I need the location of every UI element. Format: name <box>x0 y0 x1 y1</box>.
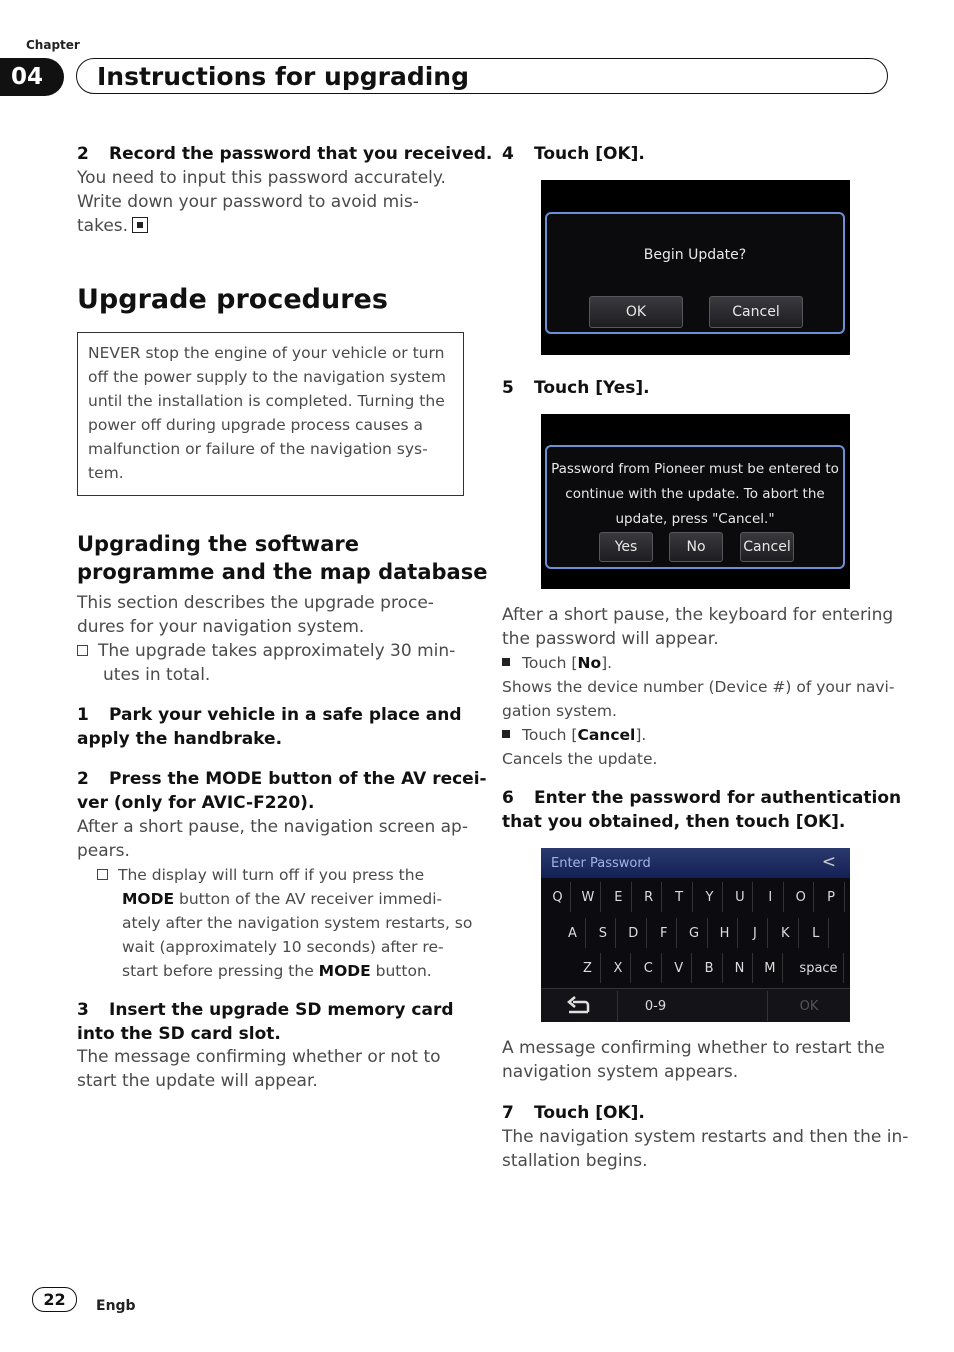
text-line: This section describes the upgrade proce- <box>77 593 434 613</box>
key-k[interactable]: K <box>773 918 799 948</box>
step-title-cont: ver (only for AVIC-F220). <box>77 793 315 813</box>
language-code: Engb <box>96 1298 136 1314</box>
text-fragment: The display will turn off if you press the <box>118 866 425 884</box>
key-name: Cancel <box>577 726 636 744</box>
key-u[interactable]: U <box>727 882 753 912</box>
step-number: 7 <box>502 1103 514 1123</box>
bullet-square-icon <box>502 658 510 666</box>
text-line: utes in total. <box>103 665 211 685</box>
keyboard-title-bar <box>541 848 850 878</box>
text-line <box>77 214 446 238</box>
begin-update-dialog <box>545 212 845 334</box>
text-line: The navigation system restarts and then the in- <box>502 1127 909 1147</box>
warning-line: off the power supply to the navigation system <box>88 368 446 386</box>
mode-keyword: MODE <box>122 890 175 908</box>
text-line: After a short pause, the keyboard for entering <box>502 605 894 625</box>
key-y[interactable]: Y <box>697 882 723 912</box>
warning-line: power off during upgrade process causes a <box>88 416 423 434</box>
text-line: Write down your password to avoid mis- <box>77 192 419 212</box>
text-line: navigation system appears. <box>502 1062 739 1082</box>
key-t[interactable]: T <box>667 882 693 912</box>
text-fragment: Touch [ <box>522 654 578 672</box>
password-required-screenshot <box>541 414 850 589</box>
warning-line: NEVER stop the engine of your vehicle or turn <box>88 344 445 362</box>
dialog-message <box>547 457 843 532</box>
chapter-title-bar <box>76 58 888 94</box>
cancel-button[interactable]: Cancel <box>709 296 803 328</box>
step-number: 6 <box>502 788 514 808</box>
step-title-cont: apply the handbrake. <box>77 729 283 749</box>
text-line: dures for your navigation system. <box>77 617 365 637</box>
text-fragment: Touch [ <box>522 726 578 744</box>
mode-keyword: MODE <box>318 962 371 980</box>
note-line <box>97 959 472 983</box>
key-j[interactable]: J <box>742 918 768 948</box>
step-touch-yes <box>502 376 650 400</box>
ok-key[interactable]: OK <box>767 991 850 1021</box>
step-number: 3 <box>77 1000 89 1020</box>
subsection-title <box>77 530 487 586</box>
text-line: gation system. <box>502 702 617 720</box>
password-required-dialog <box>545 445 845 569</box>
key-c[interactable]: C <box>636 953 662 983</box>
step-title: Touch [Yes]. <box>534 378 650 398</box>
page-number: 22 <box>32 1287 77 1312</box>
note-line <box>97 863 472 887</box>
key-name: No <box>577 654 602 672</box>
key-i[interactable]: I <box>758 882 784 912</box>
ok-button[interactable]: OK <box>589 296 683 328</box>
step-title-cont: into the SD card slot. <box>77 1024 281 1044</box>
password-keyboard-screenshot <box>541 848 850 1022</box>
text-fragment: button of the AV receiver immedi- <box>174 890 443 908</box>
step-title: Insert the upgrade SD memory card <box>109 1000 454 1020</box>
text-line: After a short pause, the navigation screen ap- <box>77 817 468 837</box>
step-touch-ok <box>502 142 645 166</box>
key-r[interactable]: R <box>636 882 662 912</box>
step3-body <box>77 1045 441 1093</box>
text-line: A message confirming whether to restart the <box>502 1038 885 1058</box>
chapter-title: Instructions for upgrading <box>97 61 469 91</box>
key-a[interactable]: A <box>560 918 586 948</box>
step-record-password <box>77 142 492 166</box>
bullet-cancel <box>502 723 894 747</box>
text-fragment: takes. <box>77 216 129 236</box>
note-item <box>77 639 455 663</box>
numbers-key[interactable]: 0-9 <box>617 991 693 1021</box>
text-line: start the update will appear. <box>77 1071 318 1091</box>
step-press-mode <box>77 767 487 815</box>
text-fragment: The upgrade takes approximately 30 min- <box>98 641 456 661</box>
key-d[interactable]: D <box>621 918 647 948</box>
key-b[interactable]: B <box>697 953 723 983</box>
dialog-message-line: update, press "Cancel." <box>615 511 775 527</box>
text-line: the password will appear. <box>502 629 719 649</box>
step2-note <box>97 863 472 983</box>
subsection-title-line: Upgrading the software <box>77 532 359 556</box>
key-n[interactable]: N <box>727 953 753 983</box>
key-z[interactable]: Z <box>575 953 601 983</box>
key-m[interactable]: M <box>757 953 783 983</box>
step-number: 2 <box>77 769 89 789</box>
step-insert-sd <box>77 998 454 1046</box>
key-l[interactable]: L <box>803 918 829 948</box>
text-line: The message confirming whether or not to <box>77 1047 441 1067</box>
chapter-number-badge: 04 <box>0 58 64 96</box>
note-line <box>97 887 472 911</box>
text-fragment: start before pressing the <box>122 962 319 980</box>
text-line: You need to input this password accurately. <box>77 168 446 188</box>
text-fragment: ]. <box>635 726 647 744</box>
step-enter-password <box>502 786 901 834</box>
return-arrow-icon[interactable] <box>561 991 597 1021</box>
step-title: Enter the password for authentication <box>534 788 902 808</box>
key-o[interactable]: O <box>788 882 814 912</box>
key-e[interactable]: E <box>606 882 632 912</box>
dialog-message-line: Password from Pioneer must be entered to <box>551 461 839 477</box>
text-line: stallation begins. <box>502 1151 648 1171</box>
key-v[interactable]: V <box>666 953 692 983</box>
end-of-section-icon <box>132 217 148 233</box>
begin-update-screenshot <box>541 180 850 355</box>
step-number: 4 <box>502 144 514 164</box>
step2-body <box>77 815 468 863</box>
option-descriptions <box>502 651 894 771</box>
text-line: pears. <box>77 841 130 861</box>
key-f[interactable]: F <box>651 918 677 948</box>
space-key[interactable]: space <box>794 953 844 983</box>
step-touch-ok-final <box>502 1101 645 1125</box>
step-title-cont: that you obtained, then touch [OK]. <box>502 812 846 832</box>
warning-line: until the installation is completed. Turning the <box>88 392 445 410</box>
key-g[interactable]: G <box>682 918 708 948</box>
yes-button[interactable]: Yes <box>599 532 653 562</box>
no-button[interactable]: No <box>669 532 723 562</box>
key-x[interactable]: X <box>605 953 631 983</box>
step-number: 5 <box>502 378 514 398</box>
step-title: Record the password that you received. <box>109 144 493 164</box>
step-title: Touch [OK]. <box>534 1103 645 1123</box>
warning-box <box>77 332 464 496</box>
step-park-vehicle <box>77 703 462 751</box>
step-number: 2 <box>77 144 89 164</box>
key-s[interactable]: S <box>590 918 616 948</box>
text-fragment: ]. <box>601 654 613 672</box>
backspace-icon[interactable]: < <box>821 852 836 872</box>
text-line: Shows the device number (Device #) of your navi- <box>502 678 895 696</box>
bullet-no <box>502 651 894 675</box>
key-q[interactable]: Q <box>545 882 571 912</box>
note-line: wait (approximately 10 seconds) after re- <box>122 938 444 956</box>
step7-body <box>502 1125 908 1173</box>
step-title: Touch [OK]. <box>534 144 645 164</box>
after-pause-text <box>502 603 893 651</box>
record-body <box>77 166 446 238</box>
note-line: ately after the navigation system restarts, so <box>122 914 473 932</box>
note-checkbox-icon <box>77 645 88 656</box>
section-title: Upgrade procedures <box>77 284 388 315</box>
intro-text <box>77 591 455 687</box>
key-w[interactable]: W <box>575 882 601 912</box>
dialog-message-line: continue with the update. To abort the <box>565 486 825 502</box>
step-number: 1 <box>77 705 89 725</box>
key-p[interactable]: P <box>819 882 845 912</box>
step-title: Park your vehicle in a safe place and <box>109 705 462 725</box>
key-h[interactable]: H <box>712 918 738 948</box>
step-title: Press the MODE button of the AV recei- <box>109 769 487 789</box>
text-fragment: button. <box>370 962 432 980</box>
chapter-label: Chapter <box>26 38 80 52</box>
note-checkbox-icon <box>97 869 108 880</box>
dialog-message: Begin Update? <box>643 247 747 263</box>
warning-line: tem. <box>88 464 124 482</box>
text-line: Cancels the update. <box>502 750 658 768</box>
subsection-title-line: programme and the map database <box>77 560 488 584</box>
restart-message-text <box>502 1036 885 1084</box>
bullet-square-icon <box>502 730 510 738</box>
cancel-button[interactable]: Cancel <box>740 532 794 562</box>
warning-line: malfunction or failure of the navigation sys- <box>88 440 428 458</box>
keyboard-bottom-bar <box>541 988 850 1022</box>
keyboard-title: Enter Password <box>551 856 651 871</box>
